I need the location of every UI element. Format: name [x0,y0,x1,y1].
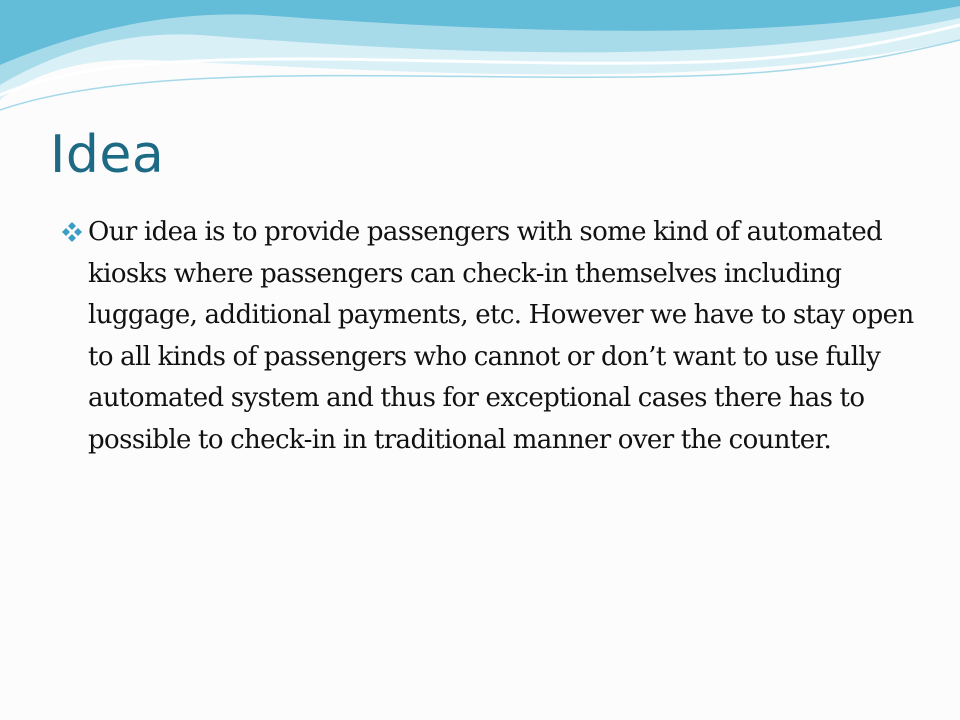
four-diamond-bullet-icon [60,220,84,244]
slide-body [60,212,920,461]
bullet-item [60,212,920,461]
wave-header-decoration [0,0,960,130]
slide-title: Idea [50,125,165,185]
bullet-text: Our idea is to provide passengers with some kind of automated kiosks where passengers can check-in themselves including luggage, additional payments, etc. However we have to stay open to all kinds of passengers who cannot or don’t want to use fully automated system and thus for exceptional cases there has to possible to check-in in traditional manner over the counter. [88,217,914,455]
